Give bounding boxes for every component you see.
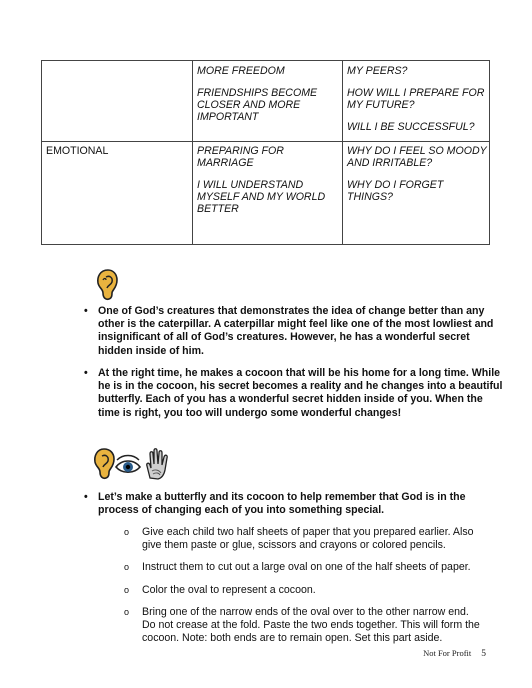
step-text: Color the oval to represent a cocoon. xyxy=(142,584,316,596)
cell-text: WHY DO I FORGET THINGS? xyxy=(347,179,444,203)
page-number: 5 xyxy=(481,649,486,659)
step-text: Bring one of the narrow ends of the oval over to the other narrow end. Do not crease at the fold. Paste the two ends together. This will form the cocoon. Note: both ends are to remain open. Set this part aside. xyxy=(142,606,480,645)
cell-text: WHY DO I FEEL SO MOODY AND IRRITABLE? xyxy=(347,145,487,169)
cell-text: PREPARING FOR MARRIAGE xyxy=(197,145,284,169)
sub-bullet-marker: o xyxy=(124,527,130,537)
list-item xyxy=(84,305,503,358)
sub-bullet-marker: o xyxy=(124,585,130,595)
development-table xyxy=(41,60,490,245)
step-item xyxy=(124,606,480,646)
eye-icon xyxy=(116,456,140,473)
bullet-marker: • xyxy=(84,367,88,379)
bullet-marker: • xyxy=(84,305,88,317)
table-cell xyxy=(197,145,337,225)
row-label: EMOTIONAL xyxy=(46,145,109,157)
bullet-text: One of God’s creatures that demonstrates the idea of change better than any other is the caterpillar. A caterpillar might feel like one of the most lowliest and insignificant of all of God’s creatures. However, he has a wonderful secret hidden inside of him. xyxy=(98,305,494,357)
table-cell xyxy=(46,145,186,167)
cell-text: MY PEERS? xyxy=(347,65,408,77)
ear-icon xyxy=(95,449,114,478)
hand-icon xyxy=(147,449,167,479)
sub-bullet-marker: o xyxy=(124,607,130,617)
page-footer xyxy=(423,648,486,659)
step-item xyxy=(124,561,480,574)
cell-text: FRIENDSHIPS BECOME CLOSER AND MORE IMPORTANT xyxy=(197,87,318,123)
table-cell xyxy=(197,65,337,133)
table-row xyxy=(42,61,489,142)
cell-text: I WILL UNDERSTAND MYSELF AND MY WORLD BETTER xyxy=(197,179,326,215)
bullet-text: At the right time, he makes a cocoon that will be his home for a long time. While he is in the cocoon, his secret becomes a reality and he changes into a beautiful butterfly. Each of you has a wonderful secret hidden inside of you. When the time is right, you too will undergo some wonderful changes! xyxy=(98,367,503,419)
table-cell xyxy=(46,65,186,75)
bullet-text: Let’s make a butterfly and its cocoon to help remember that God is in the process of changing each of you into something special. xyxy=(98,491,466,517)
step-text: Instruct them to cut out a large oval on one of the half sheets of paper. xyxy=(142,561,471,573)
cell-text: WILL I BE SUCCESSFUL? xyxy=(347,121,475,133)
sub-bullet-marker: o xyxy=(124,562,130,572)
table-row xyxy=(42,141,489,244)
list-item xyxy=(84,367,503,420)
step-item xyxy=(124,526,480,552)
ear-icon xyxy=(94,268,120,302)
table-cell xyxy=(347,65,489,143)
cell-text: MORE FREEDOM xyxy=(197,65,285,77)
list-item xyxy=(84,491,503,517)
table-cell xyxy=(347,145,489,213)
bullet-marker: • xyxy=(84,491,88,503)
step-text: Give each child two half sheets of paper that you prepared earlier. Also give them paste or glue, scissors and crayons or colored pencils. xyxy=(142,526,474,552)
senses-icons xyxy=(92,446,172,482)
cell-text: HOW WILL I PREPARE FOR MY FUTURE? xyxy=(347,87,485,111)
footer-text: Not For Profit xyxy=(423,648,472,658)
step-item xyxy=(124,584,480,597)
